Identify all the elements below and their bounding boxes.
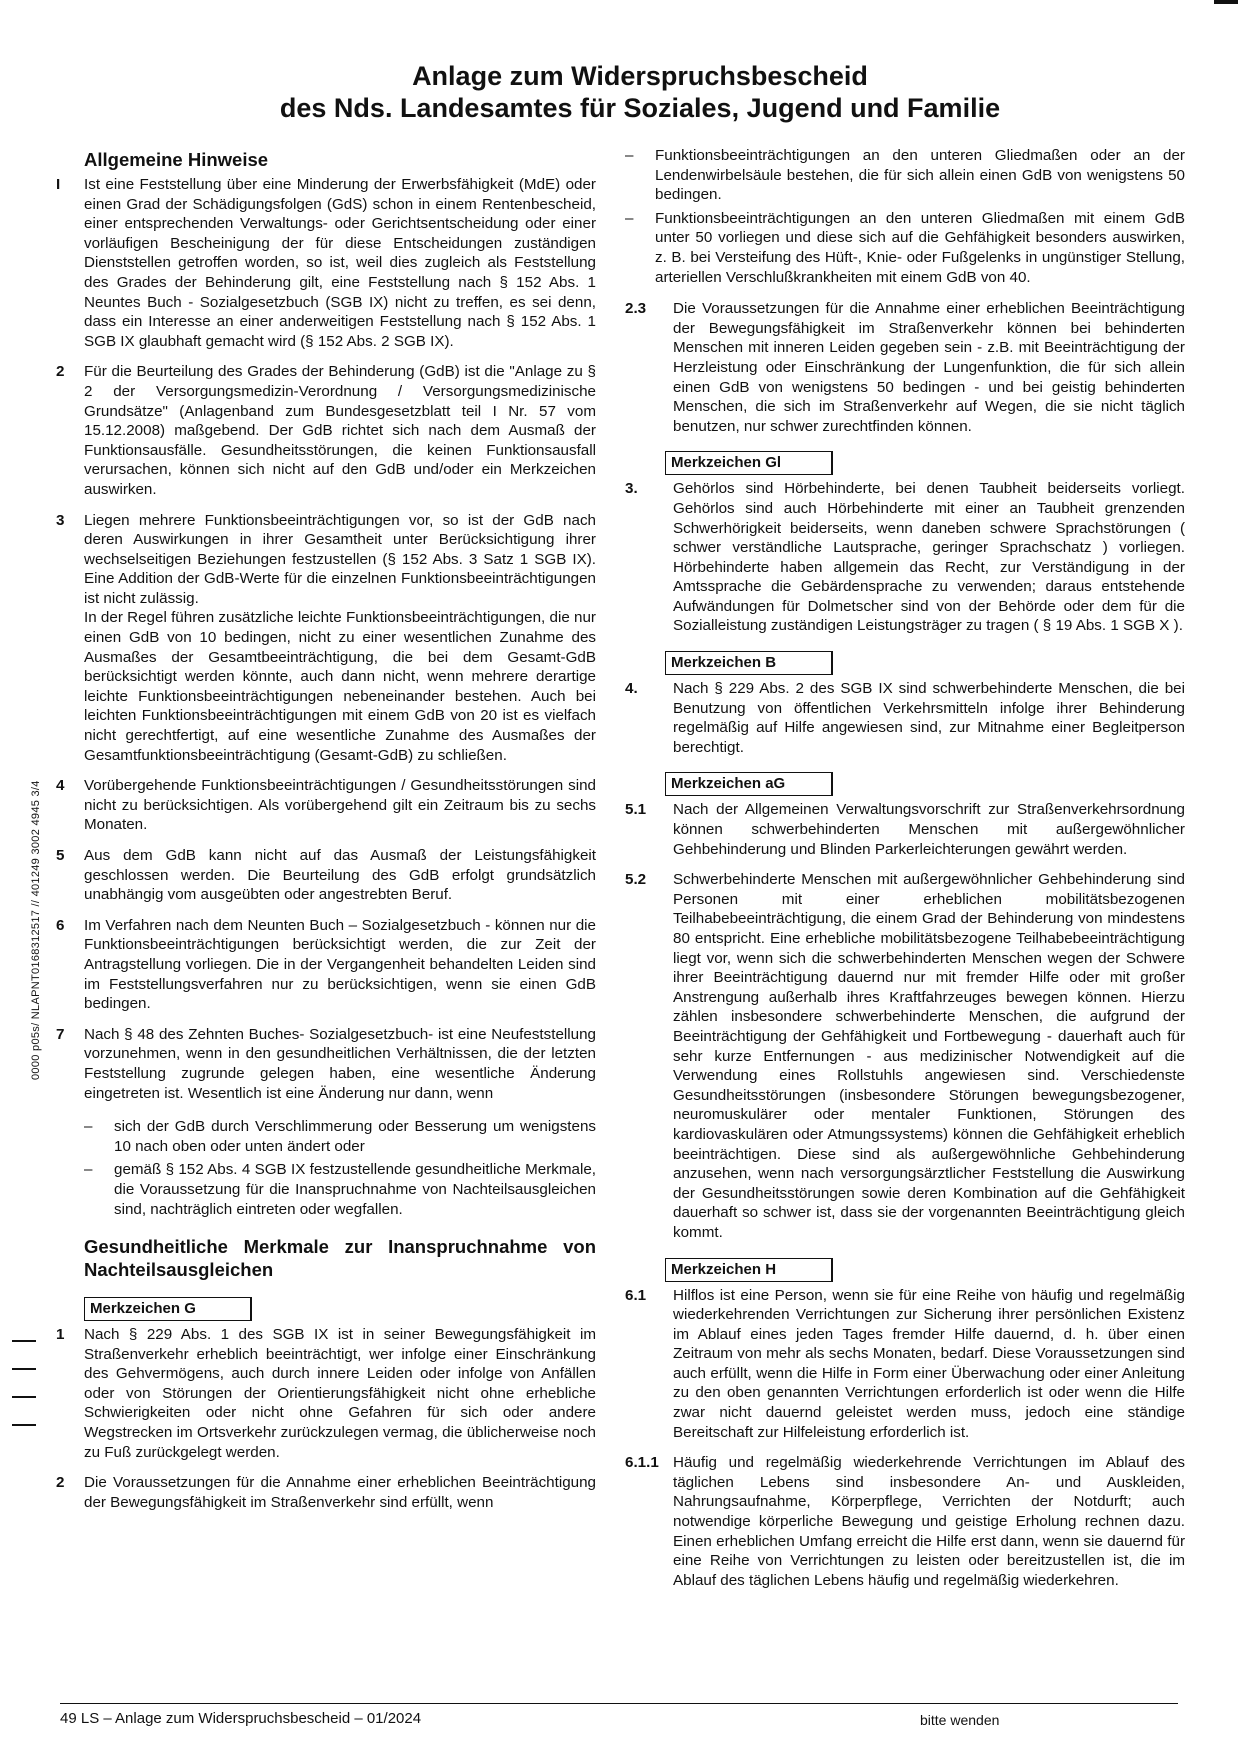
side-barcode-text: 0000 p05s/ NLAPNT0168312517 // 401249 3002 4945 3/4 — [30, 780, 42, 1080]
list-item: – Funktionsbeeinträchtigungen an den unteren Gliedmaßen oder an der Lendenwirbelsäule bestehen, die für sich allein einen GdB von wenigstens 50 bedingen. — [625, 147, 1185, 204]
title-line-1: Anlage zum Widerspruchsbescheid — [412, 61, 868, 91]
paragraph-number: 5 — [56, 847, 65, 864]
dash-list — [625, 146, 1185, 287]
paragraph-6-1-1 — [625, 1453, 1185, 1590]
merkzeichen-ag-label: Merkzeichen aG — [665, 772, 833, 796]
paragraph-5-2 — [625, 870, 1185, 1242]
paragraph-text: Nach § 48 des Zehnten Buches- Sozialgesetzbuch- ist eine Neufeststellung vorzunehmen, wenn in den gesundheitlichen Verhältnissen, die der letzten Feststellung zugrunde gelegen haben, eine wesentliche Änderung eingetreten ist. Wesentlich ist eine Änderung nur dann, wenn — [84, 1025, 596, 1102]
paragraph-text: Die Voraussetzungen für die Annahme einer erheblichen Beeinträchtigung der Bewegungsfähigkeit im Straßenverkehr sind erfüllt, wenn — [84, 1474, 596, 1511]
list-item: – sich der GdB durch Verschlimmerung oder Besserung um wenigstens 10 nach oben oder unten ändert oder — [84, 1118, 596, 1155]
paragraph-number: 2 — [56, 363, 65, 381]
left-column — [56, 148, 596, 1523]
paragraph-number: 6 — [56, 916, 65, 934]
paragraph-5-1 — [625, 800, 1185, 859]
paragraph-g-1 — [56, 1325, 596, 1462]
section-heading-general: Allgemeine Hinweise — [84, 149, 269, 170]
merkzeichen-g-label: Merkzeichen G — [84, 1297, 252, 1321]
paragraph-number: I — [56, 176, 61, 193]
paragraph-number: 2 — [56, 1474, 65, 1492]
paragraph-number: 1 — [56, 1326, 65, 1344]
paragraph-text-continued: In der Regel führen zusätzliche leichte Funktionsbeeinträchtigungen, die nur einen GdB von 10 bedingen, nicht zu einer wesentlichen Zunahme des Ausmaßes der Gesamtbeeinträchtigung, die bei dem Gesamt-GdB berücksichtigt werden könnte, auch dann nicht, wenn mehrere derartige leichte Funktionsbeeinträchtigungen nebeneinander bestehen. Auch bei leichten Funktionsbeeinträchtigungen mit einem GdB von 20 ist es vielfach nicht gerechtfertigt, auf eine wesentliche Zunahme des Ausmaßes der Gesamtfunktionsbeeinträchtigung (Gesamt-GdB) zu schließen. — [84, 609, 596, 764]
section-heading-merkmale: Gesundheitliche Merkmale zur Inanspruchnahme von Nachteilsausgleichen — [84, 1236, 596, 1281]
paragraph-text: Nach § 229 Abs. 2 des SGB IX sind schwerbehinderte Menschen, die bei Benutzung von öffentlichen Verkehrsmitteln infolge ihrer Behinderung regelmäßig auf Hilfe angewiesen sind, zur Mitnahme einer Begleitperson berechtigt. — [673, 680, 1185, 756]
page-title — [200, 60, 1080, 124]
paragraph-3 — [56, 511, 596, 766]
footer-form-id: 49 LS – Anlage zum Widerspruchsbescheid – 01/2024 — [60, 1710, 422, 1727]
paragraph-text: Vorübergehende Funktionsbeeinträchtigungen / Gesundheitsstörungen sind nicht zu berücksichtigen. Als vorübergehend gilt ein Zeitraum bis zu sechs Monaten. — [84, 777, 596, 834]
paragraph-text: Schwerbehinderte Menschen mit außergewöhnlicher Gehbehinderung sind Personen mit einer erheblichen mobilitätsbezogenen Teilhabebeeinträchtigung, die einem Grad der Behinderung von mindestens 80 entspricht. Eine erhebliche mobilitätsbezogene Teilhabebeeinträchtigung liegt vor, wenn sich die schwerbehinderten Menschen wegen der Schwere ihrer Beeinträchtigung dauernd nur mit fremder Hilfe oder mit großer Anstrengung außerhalb ihres Kraftfahrzeuges bewegen können. Hierzu zählen insbesondere schwerbehinderte Menschen, die aufgrund der Beeinträchtigung der Gehfähigkeit und Fortbewegung - dauerhaft auch für sehr kurze Entfernungen - aus medizinischer Notwendigkeit auf die Verwendung eines Rollstuhls angewiesen sind. Verschiedenste Gesundheitsstörungen (insbesondere Störungen bewegungsbezogener, neuromuskulärer oder mentaler Funktionen, Störungen des kardiovaskulären oder Atmungssystems) können die Gehfähigkeit erheblich beeinträchtigen. Diese sind als außergewöhnliche Gehbehinderung anzusehen, wenn nach versorgungsärztlicher Feststellung die Auswirkung der Gesundheitsstörungen sowie deren Kombination auf die Gehfähigkeit dauerhaft so schwer ist, dass sie der vorgenannten Beeinträchtigung gleich kommt. — [673, 871, 1185, 1241]
paragraph-1 — [56, 175, 596, 351]
list-item-text: Funktionsbeeinträchtigungen an den unteren Gliedmaßen oder an der Lendenwirbelsäule bestehen, die für sich allein einen GdB von wenigstens 50 bedingen. — [655, 147, 1185, 204]
paragraph-6 — [56, 916, 596, 1014]
merkzeichen-gl-label: Merkzeichen Gl — [665, 451, 833, 475]
list-item-text: sich der GdB durch Verschlimmerung oder Besserung um wenigstens 10 nach oben oder unten ändert oder — [114, 1118, 596, 1155]
paragraph-text: Für die Beurteilung des Grades der Behinderung (GdB) ist die "Anlage zu § 2 der Versorgungsmedizin-Verordnung / Versorgungsmedizinische Grundsätze" (Anlagenband zum Bundesgesetzblatt teil I Nr. 57 vom 15.12.2008) maßgebend. Der GdB richtet sich nach dem Ausmaß der Funktionsausfälle. Gesundheitsstörungen, die keinen Funktionsausfall verursachen, können sich nicht auf den GdB und/oder ein Merkzeichen auswirken. — [84, 363, 596, 498]
merkzeichen-h-label: Merkzeichen H — [665, 1258, 833, 1282]
paragraph-text: Nach § 229 Abs. 1 des SGB IX ist in seiner Bewegungsfähigkeit im Straßenverkehr erheblich beeinträchtigt, wer infolge einer Einschränkung des Gehvermögens, auch durch innere Leiden oder infolge von Anfällen oder von Störungen der Orientierungsfähigkeit nicht ohne erhebliche Schwierigkeiten oder nicht ohne Gefahren für sich oder andere Wegstrecken im Ortsverkehr zurückzulegen vermag, die üblicherweise noch zu Fuß zurückgelegt werden. — [84, 1326, 596, 1461]
paragraph-g-2 — [56, 1473, 596, 1512]
paragraph-7 — [56, 1025, 596, 1103]
paragraph-text: Hilflos ist eine Person, wenn sie für eine Reihe von häufig und regelmäßig wiederkehrenden Verrichtungen zur Sicherung ihrer persönlichen Existenz im Ablauf eines jeden Tages fremder Hilfe dauernd, d. h. über einen Zeitraum von mehr als sechs Monaten, bedarf. Diese Voraussetzungen sind auch erfüllt, wenn die Hilfe in Form einer Überwachung oder einer Anleitung zu den oben genannten Verrichtungen erforderlich ist oder wenn die Hilfe zwar nicht dauernd geleistet werden muss, jedoch eine ständige Bereitschaft zur Hilfeleistung erforderlich ist. — [673, 1286, 1185, 1441]
paragraph-number: 5.1 — [625, 801, 647, 819]
title-line-2: des Nds. Landesamtes für Soziales, Jugend und Familie — [279, 93, 1001, 123]
paragraph-number: 4 — [56, 777, 65, 795]
paragraph-text: Gehörlos sind Hörbehinderte, bei denen Taubheit beiderseits vorliegt. Gehörlos sind auch Hörbehinderte mit einer an Taubheit grenzenden Schwerhörigkeit beiderseits, wenn daneben schwere Sprachstörungen ( schwer verständliche Lautsprache, geringer Sprachschatz ) vorliegen. Hörbehinderte haben allgemein das Recht, zur Verständigung in der Amtssprache die Gebärdensprache zu verwenden; daraus entstehende Aufwändungen für Dolmetscher sind von der Behörde oder dem für die Sozialleistung zuständigen Leistungsträger zu tragen ( § 19 Abs. 1 SGB X ). — [673, 480, 1185, 635]
paragraph-number: 3 — [56, 511, 65, 529]
paragraph-2 — [56, 362, 596, 499]
list-item-text: gemäß § 152 Abs. 4 SGB IX festzustellende gesundheitliche Merkmale, die Voraussetzung für die Inanspruchnahme von Nachteilsausgleichen sind, nachträglich eintreten oder wegfallen. — [114, 1161, 596, 1218]
paragraph-text: Nach der Allgemeinen Verwaltungsvorschrift zur Straßenverkehrsordnung können schwerbehinderten Menschen mit außergewöhnlicher Gehbehinderung und Blinden Parkerleichterungen gewährt werden. — [673, 801, 1185, 858]
paragraph-4 — [625, 679, 1185, 757]
paragraph-text: Ist eine Feststellung über eine Minderung der Erwerbsfähigkeit (MdE) oder einen Grad der Schädigungsfolgen (GdS) schon in einem Rentenbescheid, einer entsprechenden Verwaltungs- oder Gerichtsentscheidung oder einer vorläufigen Bescheinigung der für diese Entscheidungen zuständigen Dienststellen getroffen worden, so ist, weil dies zugleich als Feststellung des Grades der Behinderung gilt, eine Feststellung nach § 152 Abs. 1 Neuntes Buch - Sozialgesetzbuch (SGB IX) nicht zu treffen, es sei denn, dass ein Interesse an einer anderweitigen Feststellung nach § 152 Abs. 1 SGB IX glaubhaft gemacht wird (§ 152 Abs. 2 SGB IX). — [84, 176, 596, 350]
paragraph-text: Aus dem GdB kann nicht auf das Ausmaß der Leistungsfähigkeit geschlossen werden. Die Beurteilung des GdB erfolgt grundsätzlich unabhängig vom ausgeübten oder angestrebten Beruf. — [84, 847, 596, 904]
paragraph-text: Die Voraussetzungen für die Annahme einer erheblichen Beeinträchtigung der Bewegungsfähigkeit im Straßenverkehr können bei behinderten Menschen mit inneren Leiden gegeben sein - z.B. mit Beeinträchtigung der Herzleistung oder Einschränkung der Lungenfunktion, die für sich allein einen GdB von wenigstens 50 bedingen - und bei geistig behinderten Menschen, die sich im Straßenverkehr auf Wegen, die sie nicht täglich benutzen, nur schwer zurechtfinden können. — [673, 300, 1185, 435]
paragraph-number: 2.3 — [625, 300, 647, 318]
paragraph-5 — [56, 846, 596, 905]
paragraph-number: 6.1 — [625, 1286, 647, 1304]
paragraph-3 — [625, 479, 1185, 636]
paragraph-number: 7 — [56, 1025, 65, 1043]
dash-list — [84, 1117, 596, 1219]
paragraph-number: 6.1.1 — [625, 1454, 659, 1472]
paragraph-6-1 — [625, 1286, 1185, 1443]
paragraph-number: 3. — [625, 480, 638, 498]
paragraph-4 — [56, 776, 596, 835]
footer-turn-page: bitte wenden — [920, 1712, 1000, 1728]
right-column — [625, 146, 1185, 1601]
corner-mark — [1214, 0, 1238, 4]
paragraph-text: Liegen mehrere Funktionsbeeinträchtigungen vor, so ist der GdB nach deren Auswirkungen in ihrer Gesamtheit unter Berücksichtigung ihrer wechselseitigen Beziehungen festzustellen (§ 152 Abs. 3 Satz 1 SGB IX). Eine Addition der GdB-Werte für die einzelnen Funktionsbeeinträchtigungen ist nicht zulässig. — [84, 511, 596, 607]
list-item-text: Funktionsbeeinträchtigungen an den unteren Gliedmaßen mit einem GdB unter 50 vorliegen und diese sich auf die Gehfähigkeit besonders auswirken, z. B. bei Versteifung des Hüft-, Knie- oder Fußgelenks in ungünstiger Stellung, arteriellen Verschlußkrankheiten mit einem GdB von 40. — [655, 209, 1185, 286]
merkzeichen-b-label: Merkzeichen B — [665, 651, 833, 675]
paragraph-2-3 — [625, 299, 1185, 436]
footer-divider — [60, 1703, 1178, 1704]
list-item: – Funktionsbeeinträchtigungen an den unteren Gliedmaßen mit einem GdB unter 50 vorliegen und diese sich auf die Gehfähigkeit besonders auswirken, z. B. bei Versteifung des Hüft-, Knie- oder Fußgelenks in ungünstiger Stellung, arteriellen Verschlußkrankheiten mit einem GdB von 40. — [625, 209, 1185, 286]
paragraph-text: Im Verfahren nach dem Neunten Buch – Sozialgesetzbuch - können nur die Funktionsbeeinträchtigungen berücksichtigt werden, die zur Zeit der Antragstellung vorliegen. Die in der Vergangenheit behandelten Leiden sind im Feststellungsverfahren nur zu berücksichtigen, wenn sie einen GdB bedingen. — [84, 916, 596, 1013]
list-item: – gemäß § 152 Abs. 4 SGB IX festzustellende gesundheitliche Merkmale, die Voraussetzung für die Inanspruchnahme von Nachteilsausgleichen sind, nachträglich eintreten oder wegfallen. — [84, 1161, 596, 1218]
paragraph-text: Häufig und regelmäßig wiederkehrende Verrichtungen im Ablauf des täglichen Lebens sind insbesondere An- und Auskleiden, Nahrungsaufnahme, Körperpflege, Verrichten der Notdurft; auch notwendige körperliche Bewegung und geistige Erholung rechnen dazu. Einen erheblichen Umfang erreicht die Hilfe erst dann, wenn sie dauernd für eine Reihe von Verrichtungen zu leisten oder bereitzustellen ist, die im Ablauf des täglichen Lebens häufig und regelmäßig wiederkehren. — [673, 1454, 1185, 1589]
margin-marks — [12, 1340, 42, 1452]
paragraph-number: 5.2 — [625, 871, 647, 889]
paragraph-number: 4. — [625, 680, 638, 698]
